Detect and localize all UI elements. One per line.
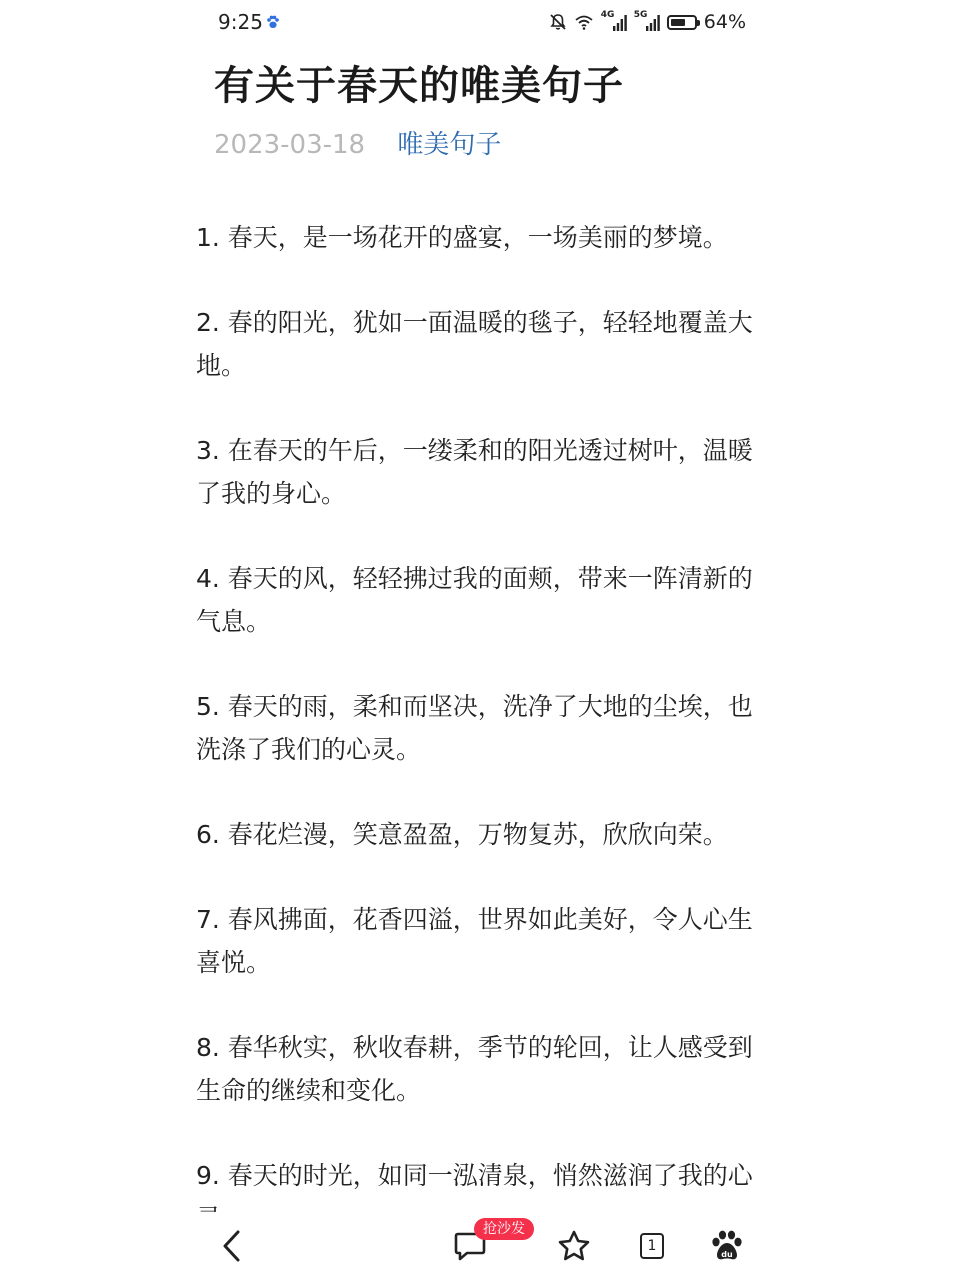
article-title: 有关于春天的唯美句子 — [214, 63, 624, 109]
status-indicators — [549, 10, 746, 34]
signal-2 — [634, 12, 660, 32]
bottom-toolbar — [184, 1212, 776, 1280]
article-content — [196, 216, 758, 1280]
article-meta — [214, 124, 501, 161]
paragraph: 9. 春天的时光，如同一泓清泉，悄然滋润了我的心 — [196, 1161, 753, 1190]
back-button[interactable] — [212, 1226, 252, 1266]
paragraph: 3. 在春天的午后，一缕柔和的阳光透过树叶，温暖了我的身心。 — [196, 436, 753, 508]
signal-bars-icon — [646, 15, 660, 31]
wifi-icon — [574, 13, 594, 31]
paragraph: 5. 春天的雨，柔和而坚决，洗净了大地的尘埃，也洗涤了我们的心灵。 — [196, 692, 753, 764]
signal-bars-icon — [613, 15, 627, 31]
back-arrow-icon — [220, 1229, 244, 1263]
star-icon — [557, 1229, 591, 1263]
battery-level — [671, 19, 685, 26]
paragraph: 1. 春天，是一场花开的盛宴，一场美丽的梦境。 — [196, 223, 728, 252]
paragraph: 6. 春花烂漫，笑意盈盈，万物复苏，欣欣向荣。 — [196, 820, 728, 849]
category-link[interactable]: 唯美句子 — [397, 130, 502, 160]
battery-percent: 64% — [703, 11, 746, 33]
signal-1 — [601, 12, 627, 32]
phone-screen — [184, 0, 776, 1280]
baidu-paw-small-icon — [266, 15, 280, 29]
network-label-1: 4G — [600, 10, 615, 20]
paragraph: 2. 春的阳光，犹如一面温暖的毯子，轻轻地覆盖大地。 — [196, 308, 753, 380]
svg-text:du: du — [721, 1250, 733, 1259]
tabs-button[interactable] — [632, 1226, 672, 1266]
comment-badge[interactable]: 抢沙发 — [474, 1218, 534, 1240]
favorite-button[interactable] — [554, 1226, 594, 1266]
bell-off-icon — [549, 13, 567, 31]
battery-icon — [667, 15, 697, 30]
tabs-count-icon: 1 — [640, 1233, 664, 1259]
status-time: 9:25 — [218, 10, 263, 34]
baidu-button[interactable] — [707, 1226, 747, 1266]
paragraph: 8. 春华秋实，秋收春耕，季节的轮回，让人感受到生命的继续和变化。 — [196, 1033, 753, 1105]
network-label-2: 5G — [633, 10, 648, 20]
status-bar — [184, 0, 776, 44]
publish-date: 2023-03-18 — [214, 130, 366, 160]
baidu-paw-icon — [710, 1229, 744, 1263]
paragraph: 4. 春天的风，轻轻拂过我的面颊，带来一阵清新的气息。 — [196, 564, 753, 636]
paragraph: 7. 春风拂面，花香四溢，世界如此美好，令人心生喜悦。 — [196, 905, 753, 977]
